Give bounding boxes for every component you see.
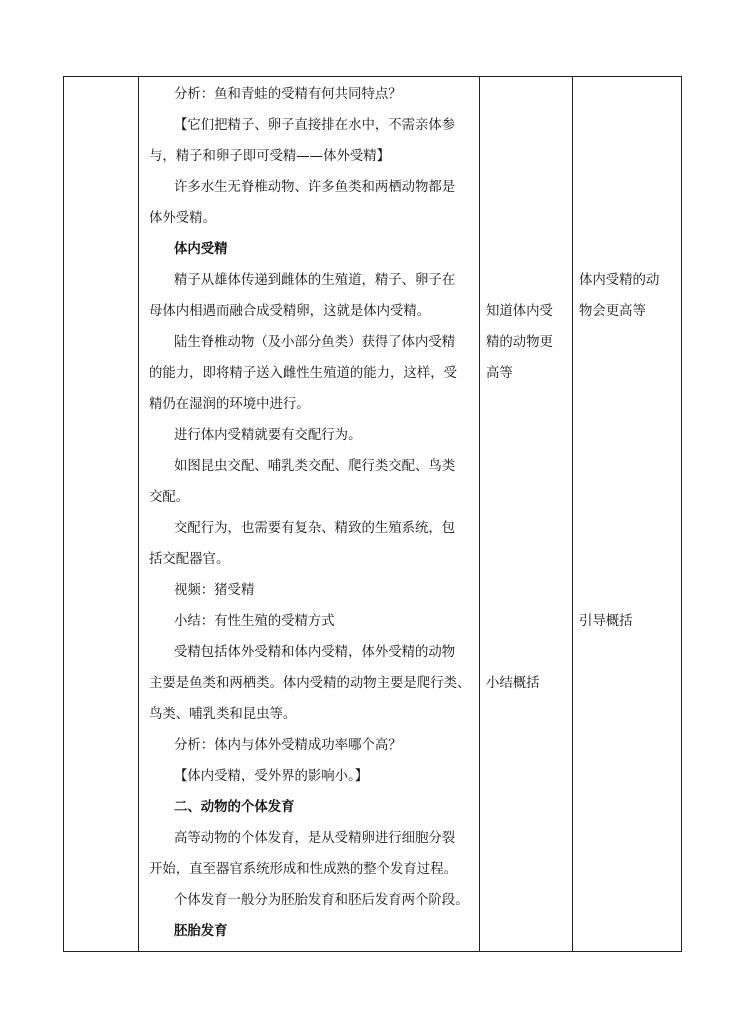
text-line: 【它们把精子、卵子直接排在水中，不需亲体参 xyxy=(174,118,456,133)
text-line: 小结：有性生殖的受精方式 xyxy=(174,614,335,629)
text-line: 进行体内受精就要有交配行为。 xyxy=(174,428,362,443)
text-line: 精的动物更 xyxy=(486,335,553,350)
lesson-table xyxy=(63,76,682,952)
text-line: 受精包括体外受精和体内受精，体外受精的动物 xyxy=(174,645,456,660)
text-line: 陆生脊椎动物（及小部分鱼类）获得了体内受精 xyxy=(174,335,456,350)
text-line: 小结概括 xyxy=(486,676,540,691)
text-line: 的能力，即将精子送入雌性生殖道的能力，这样，受 xyxy=(149,366,457,381)
section-heading: 二、动物的个体发育 xyxy=(174,800,295,815)
text-line: 高等 xyxy=(486,366,513,381)
text-line: 交配行为，也需要有复杂、精致的生殖系统，包 xyxy=(174,521,456,536)
text-line: 个体发育一般分为胚胎发育和胚后发育两个阶段。 xyxy=(174,893,469,908)
text-line: 体内受精的动 xyxy=(579,273,660,288)
column-divider xyxy=(479,77,480,951)
text-line: 视频：猪受精 xyxy=(174,583,255,598)
text-line: 主要是鱼类和两栖类。体内受精的动物主要是爬行类、 xyxy=(149,676,471,691)
text-line: 体外受精。 xyxy=(149,211,216,226)
text-line: 与，精子和卵子即可受精——体外受精】 xyxy=(149,149,391,164)
column-divider xyxy=(138,77,139,951)
text-line: 高等动物的个体发育，是从受精卵进行细胞分裂 xyxy=(174,831,456,846)
text-line: 母体内相遇而融合成受精卵，这就是体内受精。 xyxy=(149,304,431,319)
section-heading: 体内受精 xyxy=(174,242,228,257)
column-divider xyxy=(572,77,573,951)
text-line: 括交配器官。 xyxy=(149,552,230,567)
text-line: 分析：鱼和青蛙的受精有何共同特点？ xyxy=(174,87,402,102)
text-line: 精仍在湿润的环境中进行。 xyxy=(149,397,310,412)
text-line: 开始，直至器官系统形成和性成熟的整个发育过程。 xyxy=(149,862,457,877)
section-heading: 胚胎发育 xyxy=(174,924,228,939)
text-line: 引导概括 xyxy=(579,614,633,629)
text-line: 物会更高等 xyxy=(579,304,646,319)
text-line: 许多水生无脊椎动物、许多鱼类和两栖动物都是 xyxy=(174,180,456,195)
text-line: 鸟类、哺乳类和昆虫等。 xyxy=(149,707,297,722)
text-line: 交配。 xyxy=(149,490,190,505)
text-line: 分析：体内与体外受精成功率哪个高？ xyxy=(174,738,402,753)
text-line: 精子从雄体传递到雌体的生殖道，精子、卵子在 xyxy=(174,273,456,288)
text-line: 如图昆虫交配、哺乳类交配、爬行类交配、鸟类 xyxy=(174,459,456,474)
text-line: 知道体内受 xyxy=(486,304,553,319)
text-line: 【体内受精，受外界的影响小。】 xyxy=(174,769,369,784)
